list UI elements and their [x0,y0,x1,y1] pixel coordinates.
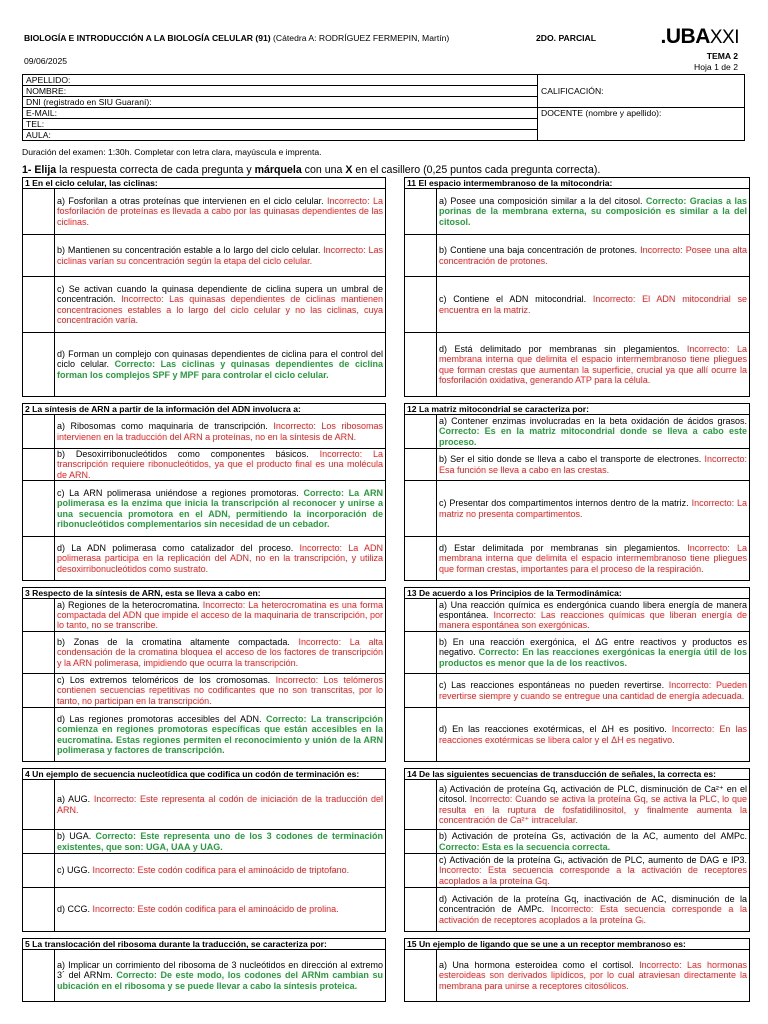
duration-note: Duración del examen: 1:30h. Completar con letra clara, mayúscula e imprenta. [22,147,322,157]
option-text: d) Está delimitado por membranas sin plegamientos. [439,343,680,354]
answer-option [22,537,386,581]
instructions: 1- Elija la respuesta correcta de cada pregunta y márquela con una X en el casillero (0,25 puntos cada pregunta correcta). [22,164,601,176]
exam-date: 09/06/2025 [24,56,68,66]
answer-checkbox[interactable] [405,277,437,332]
answer-option [404,674,750,708]
option-text: c) Activación de la proteína Gᵢ, activación de PLC, aumento de DAG e IP3. [439,855,747,866]
answer-checkbox[interactable] [405,449,437,480]
answer-checkbox[interactable] [23,277,55,332]
feedback-incorrect: Incorrecto: Este representa al codón de iniciación de la traducción del ARN. [57,794,383,815]
answer-checkbox[interactable] [23,632,55,673]
option-text: c) Contiene el ADN mitocondrial. [439,294,587,305]
option-text: a) Contener enzimas involucradas en la beta oxidación de ácidos grasos. [439,416,747,427]
answer-checkbox[interactable] [23,235,55,276]
option-text: a) Posee una composición similar a la del citosol. [439,196,643,207]
option-text: a) Activación de proteína Gq, activación de PLC, disminución de Ca²⁺ en el citosol. [439,783,747,805]
question-title: 14 De las siguientes secuencias de transducción de señales, la correcta es: [404,768,750,780]
answer-checkbox[interactable] [405,854,437,887]
option-text: d) En las reacciones exotérmicas, el ΔH es positivo. [439,724,667,735]
feedback-incorrect: Incorrecto: La membrana interna que delimita el espacio intermembranoso tiene pliegues que forman crestas, importantes para el proceso de la respiración. [439,543,747,574]
email-field[interactable]: E-MAIL: [23,108,538,119]
option-text: b) Zonas de la cromatina altamente compactada. [57,637,290,648]
option-text: b) Contiene una baja concentración de protones. [439,245,638,256]
answer-option [22,854,386,888]
answer-option [404,950,750,1002]
course-name: BIOLOGÍA E INTRODUCCIÓN A LA BIOLOGÍA CELULAR (91) [24,33,271,43]
answer-checkbox[interactable] [23,854,55,887]
answer-option [404,277,750,333]
calificacion-field[interactable]: CALIFICACIÓN: [538,86,745,108]
question-title: 15 Un ejemplo de ligando que se une a un receptor membranoso es: [404,938,750,950]
answer-option [404,415,750,449]
calificacion-spacer [538,75,745,86]
answer-option [22,888,386,932]
option-text: c) Se activan cuando la quinasa dependiente de ciclina supera un umbral de concentración. [57,283,383,305]
option-text: d) Activación de la proteína Gq, inactivación de AC, disminución de la concentración de AMPc. [439,894,747,915]
feedback-incorrect: Incorrecto: Los telómeros contienen secuencias repetitivas no codificantes que no son transcritas, por lo tanto, no participan en la transcripción. [57,675,383,706]
answer-checkbox[interactable] [23,674,55,707]
answer-checkbox[interactable] [23,888,55,931]
answer-checkbox[interactable] [405,830,437,853]
docente-field[interactable]: DOCENTE (nombre y apellido): [538,108,745,141]
aula-field[interactable]: AULA: [23,130,538,141]
question-title: 12 La matriz mitocondrial se caracteriza por: [404,403,750,415]
feedback-correct: Correcto: En las reacciones exergónicas la energía útil de los productos es menor que la de los reactivos. [439,647,747,668]
answer-checkbox[interactable] [23,537,55,580]
answer-checkbox[interactable] [23,449,55,480]
question-title: 5 La translocación del ribosoma durante la traducción, se caracteriza por: [22,938,386,950]
feedback-correct: Correcto: Es en la matriz mitocondrial donde se lleva a cabo este proceso. [439,426,747,447]
option-text: c) Los extremos teloméricos de los cromosomas. [57,675,271,686]
answer-checkbox[interactable] [405,415,437,448]
answer-option [22,674,386,708]
feedback-incorrect: Incorrecto: La ADN polimerasa participa en la replicación del ADN, no en la transcripción, y utiliza desoxirribonucleótidos como sustrato. [57,543,383,574]
question-title: 4 Un ejemplo de secuencia nucleotídica que codifica un codón de terminación es: [22,768,386,780]
feedback-incorrect: Incorrecto: La matriz no presenta compartimentos. [439,498,747,519]
answer-option [22,189,386,235]
feedback-correct: Correcto: La ARN polimerasa es la enzima que inicia la transcripción al reconocer y unirse a una secuencia promotora en el ADN, permitiendo la incorporación de ribonucleótidos complementarios sin necesidad de un cebador. [57,487,383,529]
feedback-incorrect: Incorrecto: Esta secuencia corresponde a la activación de receptores acoplados a la proteína Gᵢ. [439,904,747,925]
answer-option [22,449,386,481]
answer-checkbox[interactable] [405,674,437,707]
answer-checkbox[interactable] [405,599,437,631]
option-text: b) En una reacción exergónica, el ΔG entre reactivos y productos es negativo. [439,637,747,658]
feedback-correct: Correcto: Las ciclinas y quinasas dependientes de ciclina forman los complejos SPF y MPF para controlar el ciclo celular. [57,359,383,380]
exam-type: 2DO. PARCIAL [536,33,597,43]
answer-option [22,415,386,449]
answer-option [404,830,750,854]
option-text: b) Activación de proteína Gs, activación de la AC, aumento del AMPc. [439,831,747,842]
answer-option [404,854,750,888]
answer-option [404,537,750,581]
feedback-incorrect: Incorrecto: Este codón codifica para el aminoácido de prolina. [92,904,339,915]
feedback-incorrect: Incorrecto: Esta secuencia corresponde a la activación de receptores acoplados a la proteína Gq. [439,865,747,886]
answer-option [22,780,386,830]
option-text: c) Presentar dos compartimentos internos dentro de la matriz. [439,498,689,509]
answer-checkbox[interactable] [405,333,437,396]
option-text: a) Una hormona esteroidea como el cortisol. [439,960,634,971]
question-title: 3 Respecto de la síntesis de ARN, esta se lleva a cabo en: [22,587,386,599]
answer-option [22,950,386,1002]
answer-option [404,449,750,481]
answer-checkbox[interactable] [405,537,437,580]
option-text: d) Las regiones promotoras accesibles del ADN. [57,713,262,724]
option-text: a) AUG. [57,794,91,805]
feedback-incorrect: Incorrecto: Los ribosomas intervienen en la traducción del ARN a proteínas, no en la síntesis de ARN. [57,421,383,442]
answer-option [404,708,750,762]
feedback-incorrect: Incorrecto: Pueden revertirse siempre y cuando se entregue una cantidad de energía adecuada. [439,680,747,701]
feedback-correct: Correcto: Esta es la secuencia correcta. [439,841,611,852]
catedra: (Cátedra A: RODRÍGUEZ FERMEPIN, Martín) [270,33,450,43]
option-text: c) UGG. [57,865,90,876]
answer-option [404,333,750,397]
feedback-incorrect: Incorrecto: La alta condensación de la cromatina bloquea el acceso de los factores de transcripción y la ARN polimerasa, impidiendo que ocurra la transcripción. [57,637,383,668]
answer-checkbox[interactable] [405,481,437,536]
answer-option [22,235,386,277]
option-text: d) La ADN polimerasa como catalizador del proceso. [57,543,294,554]
option-text: a) Ribosomas como maquinaria de transcripción. [57,421,268,432]
feedback-incorrect: Incorrecto: Posee una alta concentración de protones. [439,245,747,266]
tel-field[interactable]: TEL: [23,119,538,130]
option-text: b) UGA. [57,831,92,842]
course-title [24,33,449,43]
option-text: b) Ser el sitio donde se lleva a cabo el transporte de electrones. [439,454,702,465]
answer-checkbox[interactable] [23,599,55,631]
answer-checkbox[interactable] [405,235,437,276]
answer-option [404,599,750,632]
answer-option [22,277,386,333]
answer-checkbox[interactable] [405,632,437,673]
uba-xxi-logo: .UBAXXI [660,25,739,48]
feedback-incorrect: Incorrecto: Las quinasas dependientes de ciclinas mantienen concentraciones estables a lo largo del ciclo celular y no las ciclinas, cuya concentración varía. [57,294,383,325]
answer-checkbox[interactable] [23,950,55,1001]
feedback-incorrect: Incorrecto: La heterocromatina es una forma compactada del ADN que impide el acceso de la maquinaria de transcripción, por lo tanto, no se transcribe. [57,599,383,631]
answer-checkbox[interactable] [23,780,55,829]
answer-checkbox[interactable] [405,780,437,829]
feedback-incorrect: Incorrecto: En las reacciones exotérmicas se libera calor y el ΔH es negativo. [439,724,747,745]
answer-option [404,780,750,830]
option-text: d) Estar delimitada por membranas sin plegamientos. [439,543,681,554]
answer-option [404,481,750,537]
option-text: a) Fosforilan a otras proteínas que intervienen en el ciclo celular. [57,196,324,207]
answer-option [404,189,750,235]
feedback-incorrect: Incorrecto: La transcripción requiere ribonucleótidos, ya que el producto final es una molécula de ARN. [57,449,383,480]
feedback-correct: Correcto: Gracias a las porinas de la membrana externa, su composición es similar a la del citosol. [439,196,747,227]
option-text: a) Implicar un corrimiento del ribosoma de 3 nucleótidos en dirección al extremo 3´ del ARNm. [57,960,383,981]
answer-option [22,481,386,537]
answer-checkbox[interactable] [23,708,55,761]
option-text: c) Las reacciones espontáneas no pueden revertirse. [439,680,665,691]
feedback-incorrect: Incorrecto: El ADN mitocondrial se encuentra en la matriz. [439,294,747,315]
option-text: d) CCG. [57,904,91,915]
answer-checkbox[interactable] [405,888,437,931]
question-title: 1 En el ciclo celular, las ciclinas: [22,177,386,189]
feedback-incorrect: Incorrecto: Este codón codifica para el aminoácido de triptofano. [92,865,350,876]
feedback-correct: Correcto: Este representa uno de los 3 codones de terminación existentes, que son: UGA, UAA y UAG. [57,831,383,852]
option-text: a) Una reacción química es endergónica cuando libera energía de manera espontánea. [439,599,747,620]
option-text: d) Forman un complejo con quinasas dependientes de ciclina para el control del ciclo celular. [57,349,383,370]
option-text: b) Mantienen su concentración estable a lo largo del ciclo celular. [57,245,321,256]
question-title: 2 La síntesis de ARN a partir de la información del ADN involucra a: [22,403,386,415]
feedback-incorrect: Incorrecto: La fosforilación de proteínas es llevada a cabo por las quinasas dependientes de las ciclinas. [57,196,383,227]
answer-option [22,632,386,674]
questions-right-column [404,177,750,1002]
answer-checkbox[interactable] [23,830,55,853]
page-indicator: Hoja 1 de 2 [694,62,738,72]
answer-option [404,888,750,932]
question-title: 11 El espacio intermembranoso de la mitocondria: [404,177,750,189]
answer-checkbox[interactable] [23,481,55,536]
answer-checkbox[interactable] [405,950,437,1001]
answer-option [22,830,386,854]
answer-option [22,599,386,632]
answer-option [404,235,750,277]
feedback-correct: Correcto: De este modo, los codones del ARNm cambian su ubicación en el ribosoma y se puede llevar a cabo la síntesis proteica. [57,970,383,991]
answer-checkbox[interactable] [405,189,437,234]
feedback-incorrect: Incorrecto: La membrana interna que delimita el espacio intermembranoso tiene pliegues que forman crestas que aumentan la superficie, crucial ya que allí ocurre la fosforilación oxidativa, generando ATP para la célula. [439,343,747,385]
apellido-field[interactable]: APELLIDO: [23,75,538,86]
answer-option [404,632,750,674]
answer-checkbox[interactable] [23,415,55,448]
answer-option [22,333,386,397]
feedback-incorrect: Incorrecto: Las ciclinas varían su concentración según la etapa del ciclo celular. [57,245,384,266]
option-text: b) Desoxirribonucleótidos como componentes básicos. [57,449,309,460]
student-info-table [22,74,745,141]
option-text: a) Regiones de la heterocromatina. [57,599,200,610]
feedback-correct: Correcto: La transcripción comienza en regiones promotoras específicas que están accesibles en la eucromatina. Estas regiones permiten el reconocimiento y unión de la ARN polimerasa y factores de transcripción. [57,713,383,755]
answer-checkbox[interactable] [405,708,437,761]
dni-field[interactable]: DNI (registrado en SIU Guaraní): [23,97,538,108]
feedback-incorrect: Incorrecto: Las hormonas esteroideas son derivados lipídicos, por lo cual atraviesan directamente la membrana para unirse a receptores citosólicos. [439,960,747,991]
tema-label: TEMA 2 [706,51,738,61]
feedback-incorrect: Incorrecto: Esa función se lleva a cabo en las crestas. [439,454,747,475]
answer-checkbox[interactable] [23,333,55,396]
nombre-field[interactable]: NOMBRE: [23,86,538,97]
option-text: c) La ARN polimerasa uniéndose a regiones promotoras. [57,487,299,498]
answer-checkbox[interactable] [23,189,55,234]
question-title: 13 De acuerdo a los Principios de la Termodinámica: [404,587,750,599]
feedback-incorrect: Incorrecto: Cuando se activa la proteína Gq, se activa la PLC, lo que resulta en la ruptura de fosfatidilinositol, y finalmente aumenta la concentración de Ca²⁺ intracelular. [439,794,747,825]
questions-left-column [22,177,386,1002]
answer-option [22,708,386,762]
feedback-incorrect: Incorrecto: Las reacciones químicas que liberan energía de manera espontánea son exergónicas. [439,609,747,631]
